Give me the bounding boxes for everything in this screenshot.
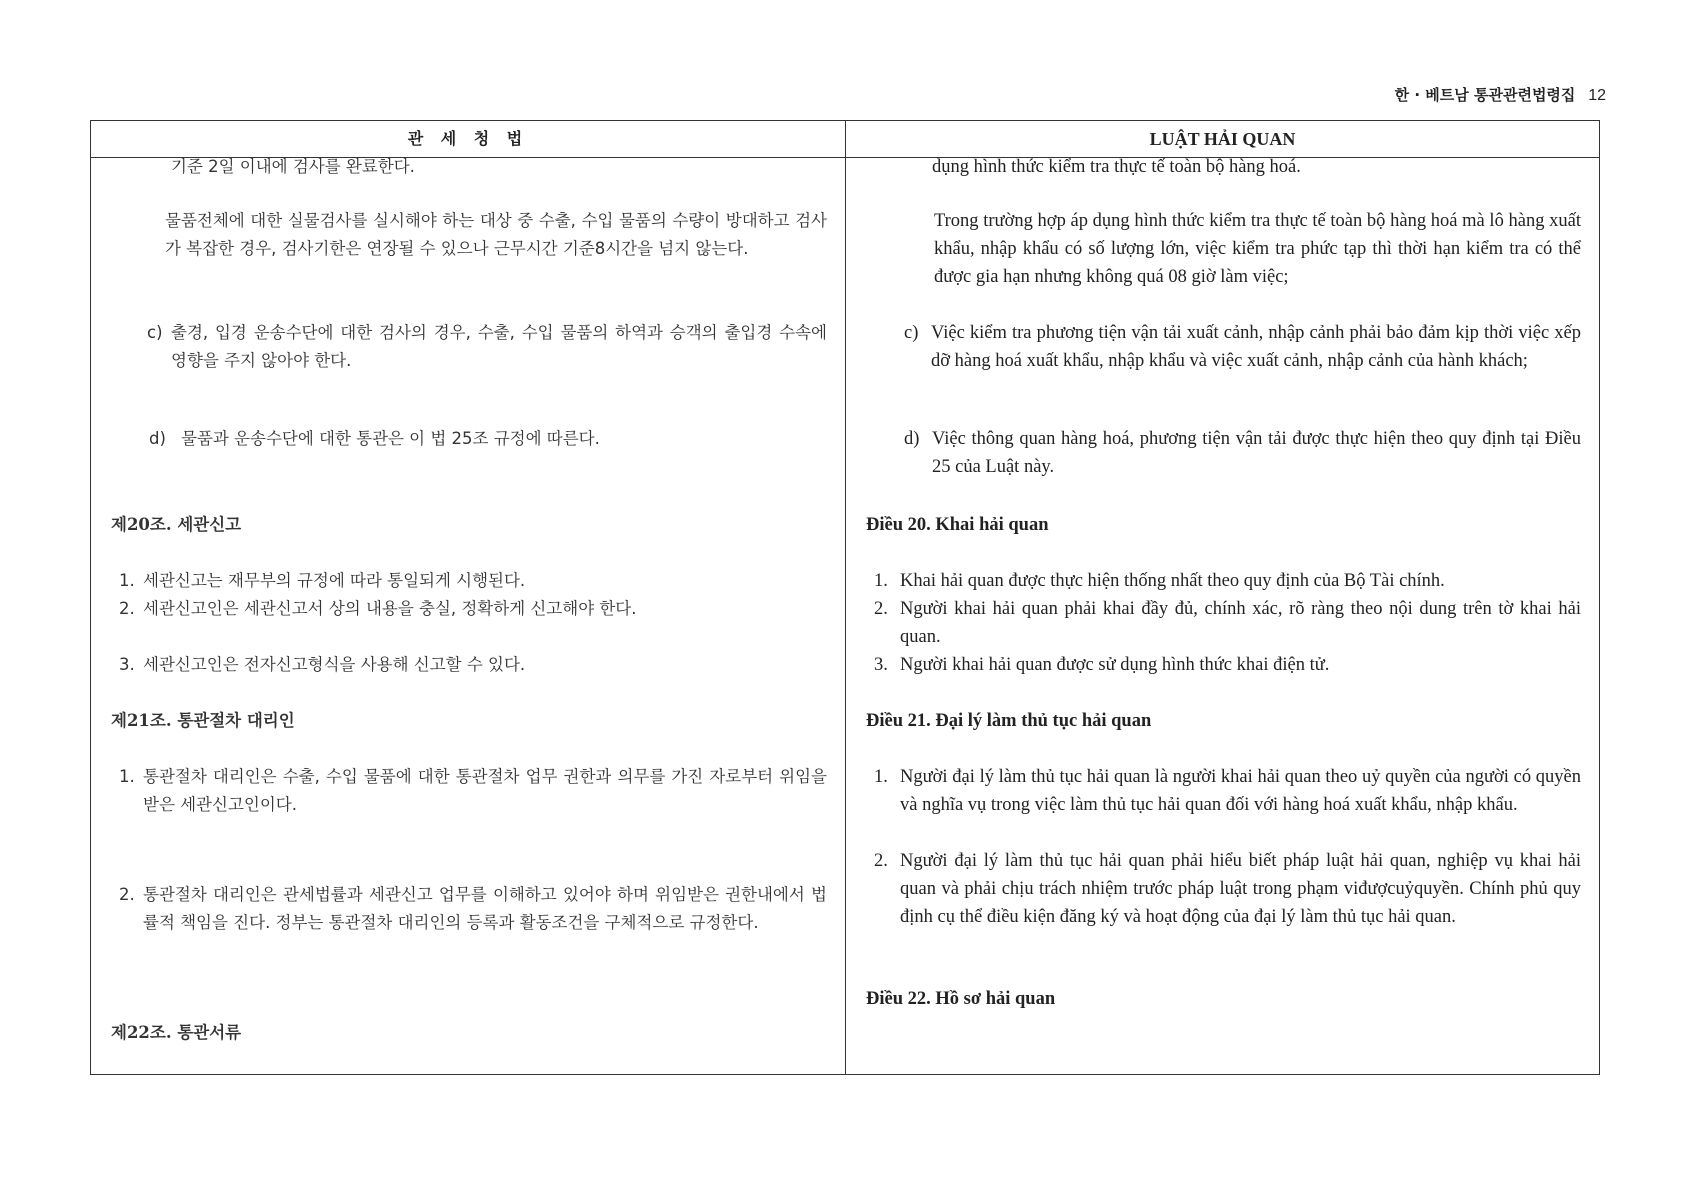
item-marker: c): [904, 323, 919, 343]
page-number: 12: [1588, 87, 1606, 104]
korean-column-heading: 관 세 청 법: [407, 129, 529, 148]
item-text: 물품과 운송수단에 대한 통관은 이 법 25조 규정에 따른다.: [181, 429, 600, 448]
item-marker: d): [149, 429, 166, 448]
article-20-heading-ko: 제20조. 세관신고: [111, 515, 242, 534]
article-22-heading-vi: Điều 22. Hồ sơ hải quan: [866, 989, 1056, 1009]
item-text: 출경, 입경 운송수단에 대한 검사의 경우, 수출, 수입 물품의 하역과 승객의 출입경 수속에 영향을 주지 않아야 한다.: [171, 323, 827, 370]
vietnamese-list-item: 1. Khai hải quan được thực hiện thống nhất theo quy định của Bộ Tài chính.: [874, 571, 1445, 591]
item-text: Việc thông quan hàng hoá, phương tiện vận tải được thực hiện theo quy định tại Điều 25 của Luật này.: [932, 429, 1581, 477]
item-marker: c): [147, 323, 163, 342]
korean-list-item: 2. 세관신고인은 세관신고서 상의 내용을 충실, 정확하게 신고해야 한다.: [119, 599, 637, 618]
article-20-heading-vi: Điều 20. Khai hải quan: [866, 515, 1049, 535]
korean-item-c: [147, 319, 827, 375]
article-21-heading-ko: 제21조. 통관절차 대리인: [111, 711, 295, 730]
vietnamese-list-item: 1. Người đại lý làm thủ tục hải quan là người khai hải quan theo uỷ quyền của người có quyền và nghĩa vụ trong việc làm thủ tục hải quan đối với hàng hoá xuất khẩu, nhập khẩu.: [874, 767, 1581, 815]
vietnamese-column-heading: LUẬT HẢI QUAN: [1149, 129, 1296, 149]
page-header: [1395, 84, 1606, 105]
korean-list-item: 3. 세관신고인은 전자신고형식을 사용해 신고할 수 있다.: [119, 655, 526, 674]
korean-paragraph: 물품전체에 대한 실물검사를 실시해야 하는 대상 중 수출, 수입 물품의 수량이 방대하고 검사가 복잡한 경우, 검사기한은 연장될 수 있으나 근무시간 기준8시간을 넘지 않는다.: [165, 211, 827, 258]
bilingual-law-table: [90, 120, 1600, 1075]
vietnamese-item-c: [904, 319, 1581, 375]
vietnamese-list-item: 2. Người khai hải quan phải khai đầy đủ, chính xác, rõ ràng theo nội dung trên tờ khai hải quan.: [874, 599, 1581, 647]
vietnamese-list-item: 2. Người đại lý làm thủ tục hải quan phải hiểu biết pháp luật hải quan, nghiệp vụ khai hải quan và phải chịu trách nhiệm trước pháp luật trong phạm viđượcuỷquyền. Chính phủ quy định cụ thể điều kiện đăng ký và hoạt động của đại lý làm thủ tục hải quan.: [874, 851, 1581, 927]
korean-column: [91, 157, 845, 1074]
article-21-heading-vi: Điều 21. Đại lý làm thủ tục hải quan: [866, 711, 1152, 731]
korean-item-d: [149, 425, 827, 453]
korean-list-item: 1. 세관신고는 재무부의 규정에 따라 통일되게 시행된다.: [119, 571, 526, 590]
vietnamese-paragraph: Trong trường hợp áp dụng hình thức kiểm tra thực tế toàn bộ hàng hoá mà lô hàng xuất khẩu, nhập khẩu có số lượng lớn, việc kiểm tra phức tạp thì thời hạn kiểm tra có thể được gia hạn nhưng không quá 08 giờ làm việc;: [934, 211, 1581, 287]
item-text: Việc kiểm tra phương tiện vận tải xuất cảnh, nhập cảnh phải bảo đảm kịp thời việc xếp dỡ hàng hoá xuất khẩu, nhập khẩu và việc xuất cảnh, nhập cảnh của hành khách;: [931, 323, 1581, 371]
vietnamese-paragraph: dụng hình thức kiểm tra thực tế toàn bộ hàng hoá.: [932, 157, 1301, 177]
korean-list-item: 1. 통관절차 대리인은 수출, 수입 물품에 대한 통관절차 업무 권한과 의무를 가진 자로부터 위임을 받은 세관신고인이다.: [119, 767, 827, 814]
item-marker: d): [904, 429, 920, 449]
book-title: 한 · 베트남 통관관련법령집: [1394, 86, 1576, 104]
article-22-heading-ko: 제22조. 통관서류: [111, 1023, 242, 1042]
vietnamese-column: [846, 157, 1599, 1074]
vietnamese-list-item: 3. Người khai hải quan được sử dụng hình thức khai điện tử.: [874, 655, 1330, 675]
korean-list-item: 2. 통관절차 대리인은 관세법률과 세관신고 업무를 이해하고 있어야 하며 위임받은 권한내에서 법률적 책임을 진다. 정부는 통관절차 대리인의 등록과 활동조건을 구체적으로 규정한다.: [119, 885, 827, 932]
vietnamese-item-d: [904, 425, 1581, 481]
korean-paragraph: 기준 2일 이내에 검사를 완료한다.: [171, 157, 415, 176]
